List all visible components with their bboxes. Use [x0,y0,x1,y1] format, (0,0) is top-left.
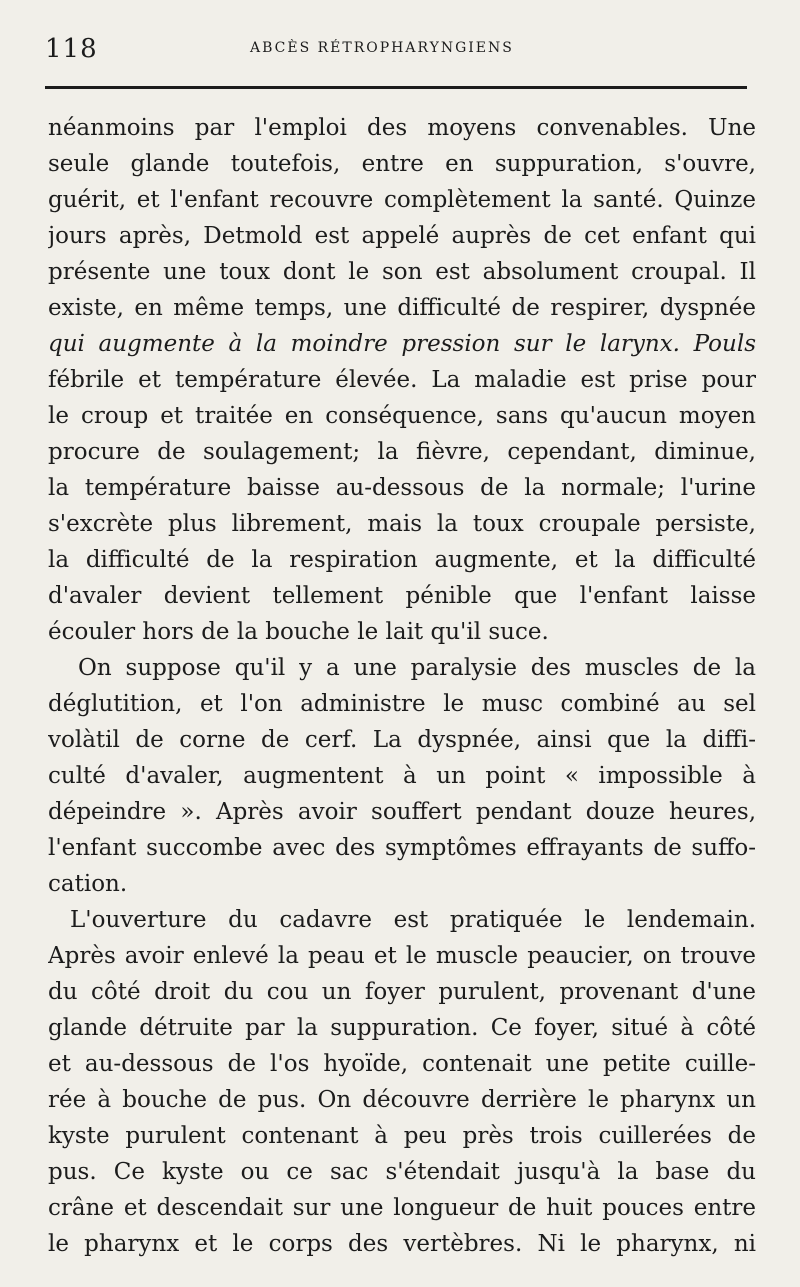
text-line: procure de soulagement; la fièvre, cependant, diminue, [48,439,756,465]
text-line: s'excrète plus librement, mais la toux croupale persiste, [48,511,756,537]
text-line: culté d'avaler, augmentent à un point « impossible à [48,763,756,789]
page-header [45,28,747,68]
text-line: néanmoins par l'emploi des moyens convenables. Une [48,115,756,141]
text-line: crâne et descendait sur une longueur de huit pouces entre [48,1195,756,1221]
text-line: kyste purulent contenant à peu près trois cuillerées de [48,1123,756,1149]
text-line: l'enfant succombe avec des symptômes effrayants de suffo- [48,835,756,861]
text-line: présente une toux dont le son est absolument croupal. Il [48,259,756,285]
text-line: écouler hors de la bouche le lait qu'il suce. [48,619,549,645]
text-line: Après avoir enlevé la peau et le muscle peaucier, on trouve [48,943,756,969]
text-line: rée à bouche de pus. On découvre derrière le pharynx un [48,1087,756,1113]
text-line: déglutition, et l'on administre le musc combiné au sel [48,691,756,717]
text-line: le pharynx et le corps des vertèbres. Ni le pharynx, ni [48,1231,756,1257]
text-line: la température baisse au-dessous de la normale; l'urine [48,475,756,501]
text-line: la difficulté de la respiration augmente, et la difficulté [48,547,756,573]
text-line: On suppose qu'il y a une paralysie des muscles de la [78,655,756,681]
text-line: existe, en même temps, une difficulté de respirer, dyspnée [48,295,756,321]
text-line: guérit, et l'enfant recouvre complètement la santé. Quinze [48,187,756,213]
header-rule [45,86,747,89]
text-line: le croup et traitée en conséquence, sans qu'aucun moyen [48,403,756,429]
text-line: seule glande toutefois, entre en suppuration, s'ouvre, [48,151,756,177]
text-line: d'avaler devient tellement pénible que l'enfant laisse [48,583,756,609]
text-line: L'ouverture du cadavre est pratiquée le lendemain. [70,907,756,933]
text-line: dépeindre ». Après avoir souffert pendant douze heures, [48,799,756,825]
text-line: glande détruite par la suppuration. Ce foyer, situé à côté [48,1015,756,1041]
running-title: ABCÈS RÉTROPHARYNGIENS [250,40,514,56]
text-line: et au-dessous de l'os hyoïde, contenait une petite cuille- [48,1051,756,1077]
text-line: jours après, Detmold est appelé auprès de cet enfant qui [48,223,756,249]
text-line-italic: qui augmente à la moindre pression sur le larynx. Pouls [48,331,756,357]
text-line: volàtil de corne de cerf. La dyspnée, ainsi que la diffi- [48,727,756,753]
page-number: 118 [45,34,98,64]
text-line: du côté droit du cou un foyer purulent, provenant d'une [48,979,756,1005]
text-line: cation. [48,871,128,897]
text-line: fébrile et température élevée. La maladie est prise pour [48,367,756,393]
text-line: pus. Ce kyste ou ce sac s'étendait jusqu'à la base du [48,1159,756,1185]
